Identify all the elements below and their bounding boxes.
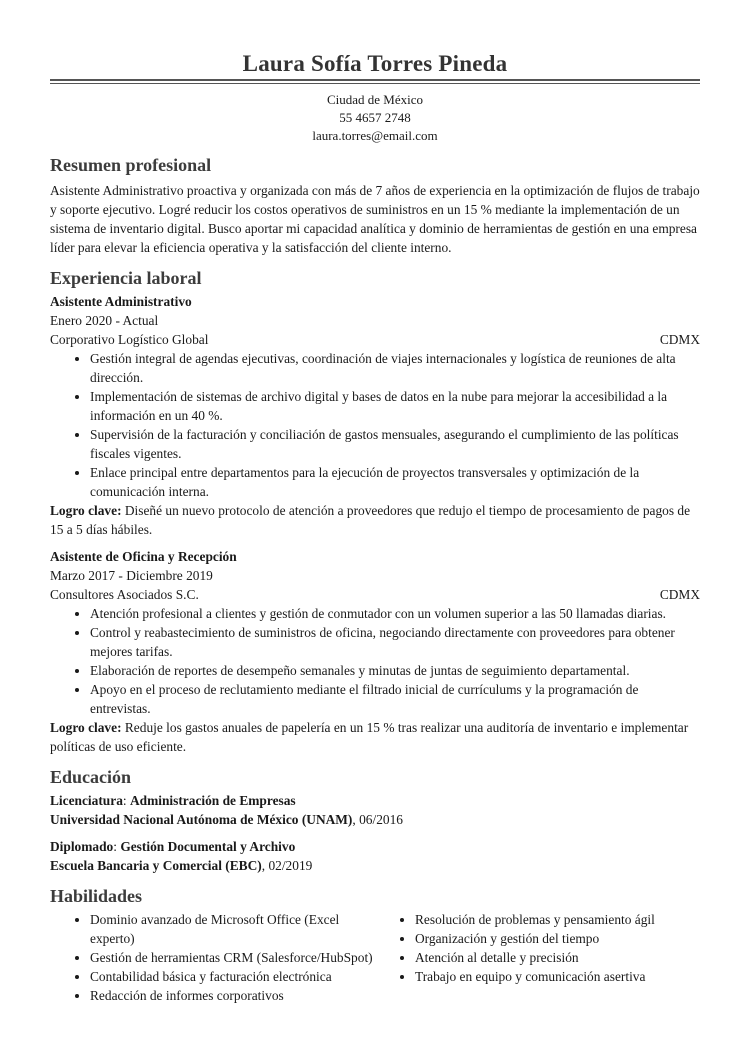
list-item: • Apoyo en el proceso de reclutamiento mediante el filtrado inicial de currículums y la programación de entrevistas.	[90, 680, 700, 718]
education-school: Universidad Nacional Autónoma de México (UNAM)	[50, 812, 353, 827]
list-item: • Contabilidad básica y facturación electrónica	[90, 967, 375, 986]
key-achievement-label: Logro clave:	[50, 720, 122, 735]
job-title: Asistente Administrativo	[50, 294, 192, 309]
job-company: Corporativo Logístico Global	[50, 332, 209, 347]
job-dates: Enero 2020 - Actual	[50, 313, 159, 328]
education-separator: :	[122, 793, 130, 808]
list-item: • Atención profesional a clientes y gestión de conmutador con un volumen superior a las 50 llamadas diarias.	[90, 604, 700, 623]
contact-block	[50, 91, 700, 145]
header-divider	[50, 79, 700, 84]
list-item: • Control y reabastecimiento de suministros de oficina, negociando directamente con proveedores para obtener mejores tarifas.	[90, 623, 700, 661]
contact-email: laura.torres@email.com	[312, 128, 438, 143]
job-entry	[50, 547, 700, 756]
list-item: • Trabajo en equipo y comunicación asertiva	[415, 967, 700, 986]
list-item: • Elaboración de reportes de desempeño semanales y minutas de juntas de seguimiento departamental.	[90, 661, 700, 680]
education-separator: :	[113, 839, 121, 854]
job-key-achievement	[50, 718, 700, 756]
education-field: Administración de Empresas	[129, 793, 296, 808]
education-section	[50, 765, 700, 875]
list-item: • Enlace principal entre departamentos para la ejecución de proyectos transversales y optimización de la comunicación interna.	[90, 463, 700, 501]
skills-columns	[50, 910, 700, 1005]
skills-section	[50, 884, 700, 1005]
list-item: • Gestión integral de agendas ejecutivas, coordinación de viajes internacionales y logística de reuniones de alta dirección.	[90, 349, 700, 387]
contact-city: Ciudad de México	[326, 92, 424, 107]
list-item: • Atención al detalle y precisión	[415, 948, 700, 967]
list-item: • Supervisión de la facturación y conciliación de gastos mensuales, asegurando el cumplimiento de las políticas fiscales vigentes.	[90, 425, 700, 463]
job-bullets	[50, 349, 700, 501]
education-heading: Educación	[50, 767, 132, 787]
list-item: • Gestión de herramientas CRM (Salesforce/HubSpot)	[90, 948, 375, 967]
job-company-row	[50, 585, 700, 604]
list-item: • Redacción de informes corporativos	[90, 986, 375, 1005]
job-key-achievement	[50, 501, 700, 539]
summary-text: Asistente Administrativo proactiva y organizada con más de 7 años de experiencia en la optimización de flujos de trabajo y soporte ejecutivo. Logré reducir los costos operativos de suministros en un 15 % mediante la implementación de un sistema de inventario digital. Busco aportar mi capacidad analítica y dominio de herramientas de gestión en una empresa líder para elevar la eficiencia operativa y la satisfacción del cliente interno.	[50, 183, 700, 255]
job-company-row	[50, 330, 700, 349]
list-item: • Implementación de sistemas de archivo digital y bases de datos en la nube para mejorar la accesibilidad a la información en un 40 %.	[90, 387, 700, 425]
education-school: Escuela Bancaria y Comercial (EBC)	[50, 858, 262, 873]
education-field: Gestión Documental y Archivo	[120, 839, 296, 854]
list-item: • Dominio avanzado de Microsoft Office (Excel experto)	[90, 910, 375, 948]
job-location: CDMX	[659, 332, 700, 347]
education-date: , 02/2019	[261, 858, 313, 873]
key-achievement-label: Logro clave:	[50, 503, 122, 518]
job-entry	[50, 292, 700, 539]
skills-list-right	[375, 910, 700, 1005]
job-location: CDMX	[659, 587, 700, 602]
education-date: , 06/2016	[352, 812, 403, 827]
key-achievement-text: Reduje los gastos anuales de papelería en un 15 % tras realizar una auditoría de inventario e implementar políticas de uso eficiente.	[50, 720, 689, 754]
list-item: • Resolución de problemas y pensamiento ágil	[415, 910, 700, 929]
skills-list-left	[50, 910, 375, 1005]
list-item: • Organización y gestión del tiempo	[415, 929, 700, 948]
skills-heading: Habilidades	[50, 886, 143, 906]
contact-phone: 55 4657 2748	[339, 110, 411, 125]
summary-section	[50, 153, 700, 257]
education-degree: Diplomado	[50, 839, 114, 854]
job-company: Consultores Asociados S.C.	[50, 587, 199, 602]
job-bullets	[50, 604, 700, 718]
candidate-name: Laura Sofía Torres Pineda	[242, 51, 508, 76]
job-dates: Marzo 2017 - Diciembre 2019	[50, 568, 213, 583]
education-degree: Licenciatura	[50, 793, 123, 808]
job-title: Asistente de Oficina y Recepción	[50, 549, 237, 564]
education-entry	[50, 837, 700, 875]
key-achievement-text: Diseñé un nuevo protocolo de atención a proveedores que redujo el tiempo de procesamiento de pagos de 15 a 5 días hábiles.	[50, 503, 691, 537]
experience-heading: Experiencia laboral	[50, 268, 202, 288]
experience-section	[50, 266, 700, 756]
education-entry	[50, 791, 700, 829]
summary-heading: Resumen profesional	[50, 155, 212, 175]
